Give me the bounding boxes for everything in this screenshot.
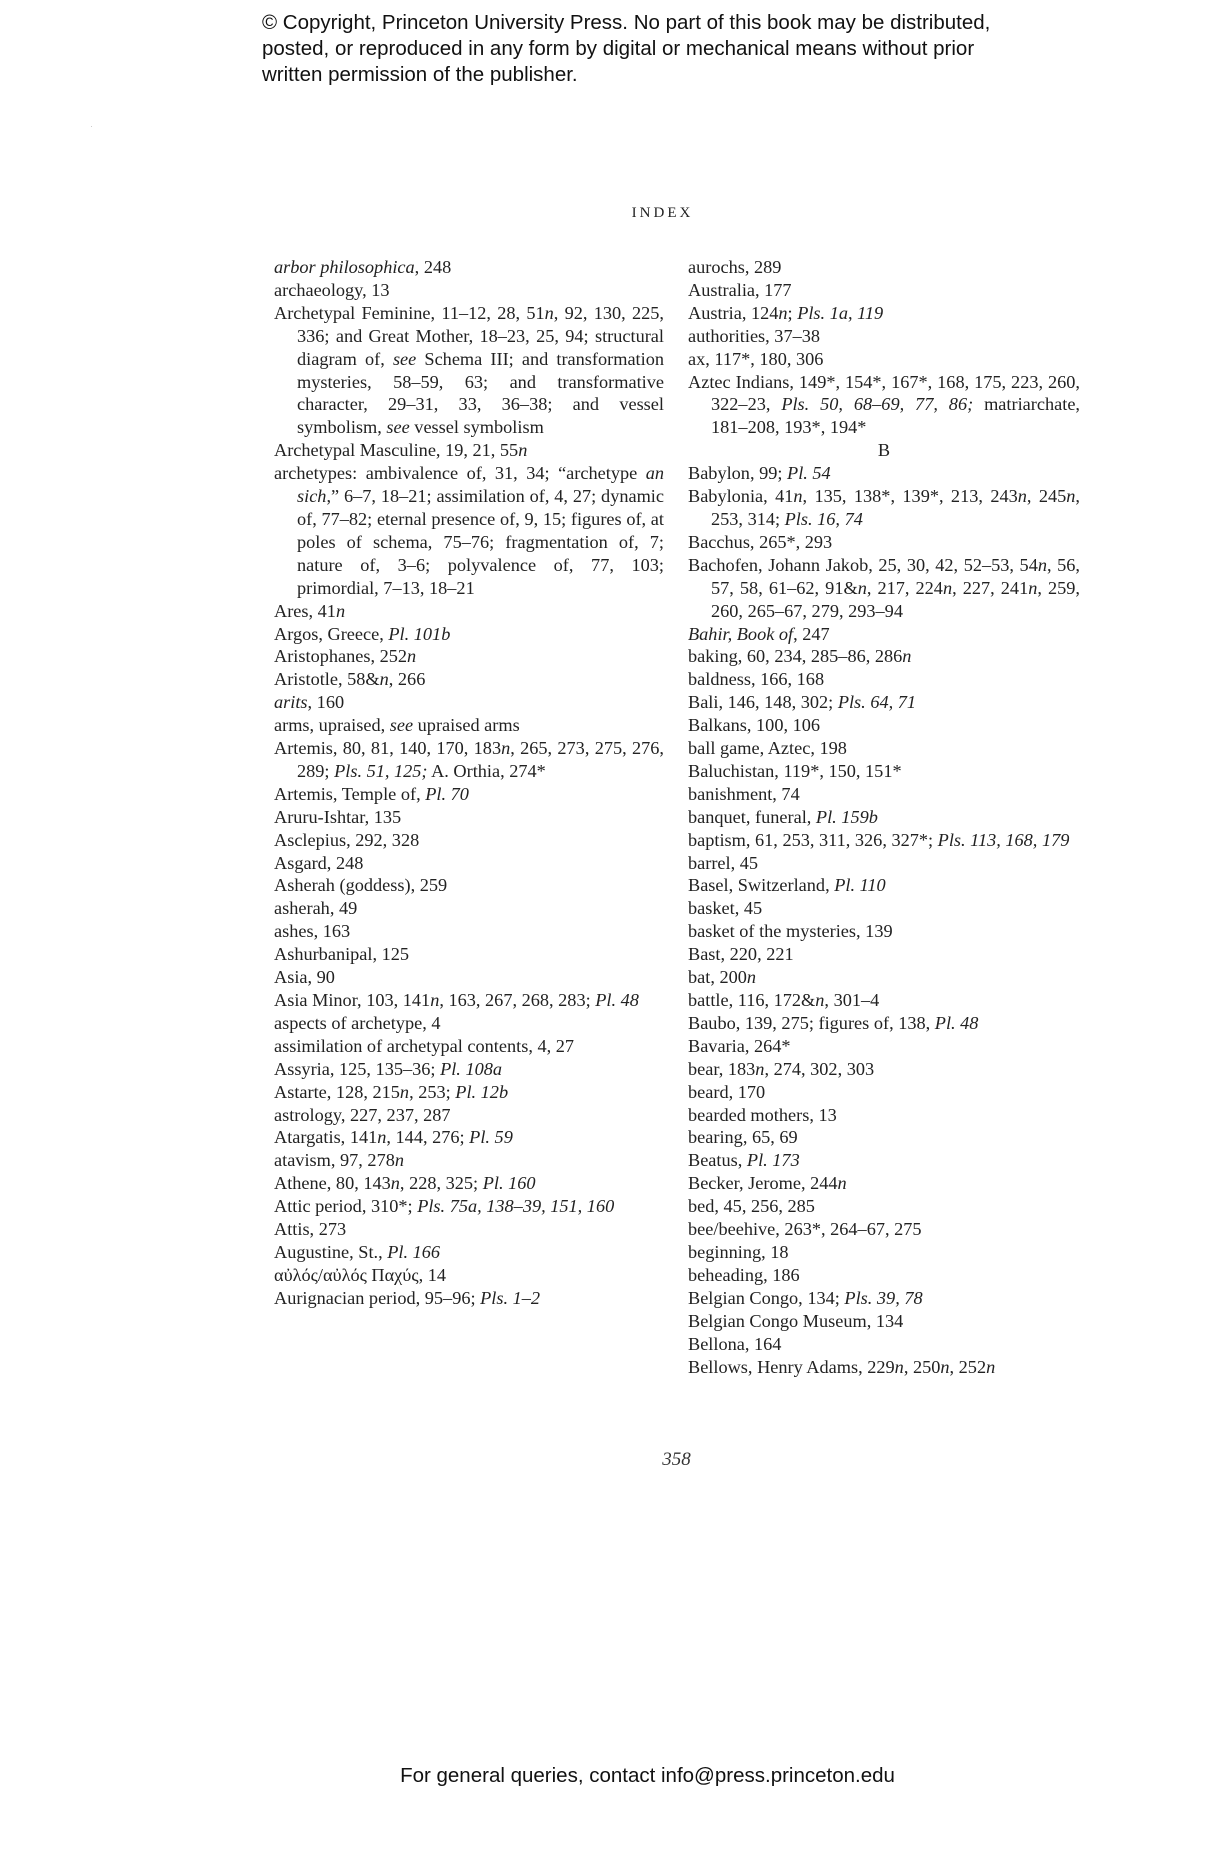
index-column-right: [688, 256, 1080, 1378]
index-entry: Aristotle, 58&n, 266: [274, 669, 426, 690]
index-entry: asherah, 49: [274, 898, 358, 919]
index-entry: arbor philosophica, 248: [274, 257, 452, 277]
index-entry: Asclepius, 292, 328: [274, 829, 420, 850]
index-entry: Belgian Congo, 134; Pls. 39, 78: [688, 1287, 923, 1308]
index-entry: archetypes: ambivalence of, 31, 34; “archetype an sich,” 6–7, 18–21; assimilation of, 4, 27; dynamic of, 77–82; eternal presence of, 9, 15; figures of, at poles of schema, 75–76; fragmentation of, 7; nature of, 3–6; polyvalence of, 77, 103; primordial, 7–13, 18–21: [274, 463, 664, 598]
index-entry: beard, 170: [688, 1081, 766, 1102]
index-entry: Ashurbanipal, 125: [274, 944, 410, 965]
index-entry: battle, 116, 172&n, 301–4: [688, 990, 880, 1010]
index-entry: atavism, 97, 278n: [274, 1150, 404, 1171]
index-entry: Babylonia, 41n, 135, 138*, 139*, 213, 243n, 245n, 253, 314; Pls. 16, 74: [688, 486, 1080, 529]
index-entry: Archetypal Masculine, 19, 21, 55n: [274, 440, 528, 461]
index-entry: Assyria, 125, 135–36; Pl. 108a: [274, 1058, 503, 1079]
index-entry: Basel, Switzerland, Pl. 110: [688, 875, 886, 896]
index-entry: baptism, 61, 253, 311, 326, 327*; Pls. 113, 168, 179: [688, 829, 1070, 850]
index-entry: Attic period, 310*; Pls. 75a, 138–39, 151, 160: [274, 1196, 615, 1217]
index-entry: Atargatis, 141n, 144, 276; Pl. 59: [274, 1127, 513, 1148]
index-entry: Australia, 177: [688, 279, 792, 300]
index-entry: Bachofen, Johann Jakob, 25, 30, 42, 52–53, 54n, 56, 57, 58, 61–62, 91&n, 217, 224n, 227, 241n, 259, 260, 265–67, 279, 293–94: [688, 554, 1080, 621]
index-entry: Beatus, Pl. 173: [688, 1150, 800, 1171]
index-entry: bed, 45, 256, 285: [688, 1196, 815, 1217]
index-entry: Aztec Indians, 149*, 154*, 167*, 168, 175, 223, 260, 322–23, Pls. 50, 68–69, 77, 86; matriarchate, 181–208, 193*, 194*: [688, 371, 1080, 438]
index-entry: ax, 117*, 180, 306: [688, 348, 824, 369]
index-entry: Babylon, 99; Pl. 54: [688, 463, 831, 484]
index-entry: Bahir, Book of, 247: [688, 623, 830, 644]
index-entry: banishment, 74: [688, 783, 800, 804]
index-entry: aspects of archetype, 4: [274, 1012, 441, 1033]
index-entry: Belgian Congo Museum, 134: [688, 1310, 904, 1331]
index-entry: Austria, 124n; Pls. 1a, 119: [688, 302, 884, 323]
index-entry: Baubo, 139, 275; figures of, 138, Pl. 48: [688, 1012, 979, 1033]
section-letter-b: B: [877, 440, 891, 461]
index-entry: Baluchistan, 119*, 150, 151*: [688, 760, 902, 781]
index-entries-b: [688, 462, 1080, 1378]
index-entry: Ares, 41n: [274, 600, 346, 621]
page-number: 358: [662, 1449, 691, 1470]
index-entry: baldness, 166, 168: [688, 669, 825, 690]
scan-speck: [91, 126, 92, 127]
index-entry: Attis, 273: [274, 1219, 347, 1240]
index-entry: Artemis, Temple of, Pl. 70: [274, 783, 469, 804]
index-entry: Balkans, 100, 106: [688, 715, 821, 736]
index-entry: Aruru-Ishtar, 135: [274, 806, 402, 827]
contact-footer: For general queries, contact info@press.princeton.edu: [400, 1764, 895, 1787]
index-entry: Bali, 146, 148, 302; Pls. 64, 71: [688, 692, 917, 713]
index-entry: authorities, 37–38: [688, 325, 821, 346]
page-heading: INDEX: [631, 205, 694, 221]
index-entry: beginning, 18: [688, 1241, 789, 1262]
index-entry: basket, 45: [688, 898, 763, 919]
index-column-left: [274, 256, 664, 1310]
index-entry: aurochs, 289: [688, 257, 782, 277]
index-entry: bat, 200n: [688, 967, 757, 988]
index-entry: Bast, 220, 221: [688, 944, 794, 965]
copyright-notice: © Copyright, Princeton University Press. No part of this book may be distributed, posted, or reproduced in any form by digital or mechanical means without prior written permission of the publisher.: [262, 11, 991, 86]
index-entry: Asia Minor, 103, 141n, 163, 267, 268, 283; Pl. 48: [274, 990, 639, 1010]
index-entry: assimilation of archetypal contents, 4, 27: [274, 1035, 575, 1056]
index-entry: Asherah (goddess), 259: [274, 875, 448, 896]
index-entry: bee/beehive, 263*, 264–67, 275: [688, 1219, 922, 1240]
index-entry: beheading, 186: [688, 1264, 800, 1285]
index-entry: Bavaria, 264*: [688, 1035, 791, 1056]
index-entry: Athene, 80, 143n, 228, 325; Pl. 160: [274, 1173, 536, 1194]
index-entry: Augustine, St., Pl. 166: [274, 1241, 441, 1262]
index-entry: bear, 183n, 274, 302, 303: [688, 1058, 875, 1079]
index-entry: basket of the mysteries, 139: [688, 921, 893, 942]
index-entry: barrel, 45: [688, 852, 759, 873]
index-entry: bearing, 65, 69: [688, 1127, 798, 1148]
index-entry: αὐλός/αὐλός Παχύς, 14: [274, 1264, 447, 1285]
index-entry: baking, 60, 234, 285–86, 286n: [688, 646, 912, 667]
index-entry: Bellona, 164: [688, 1333, 782, 1354]
index-entry: Bellows, Henry Adams, 229n, 250n, 252n: [688, 1356, 996, 1377]
index-entry: Artemis, 80, 81, 140, 170, 183n, 265, 273, 275, 276, 289; Pls. 51, 125; A. Orthia, 274*: [274, 738, 664, 781]
index-entry: Becker, Jerome, 244n: [688, 1173, 847, 1194]
index-entry: bearded mothers, 13: [688, 1104, 837, 1125]
index-entry: ashes, 163: [274, 921, 351, 942]
index-entry: arms, upraised, see upraised arms: [274, 715, 520, 736]
index-entry: astrology, 227, 237, 287: [274, 1104, 451, 1125]
index-entry: Astarte, 128, 215n, 253; Pl. 12b: [274, 1081, 509, 1102]
index-entry: Archetypal Feminine, 11–12, 28, 51n, 92, 130, 225, 336; and Great Mother, 18–23, 25, 94; structural diagram of, see Schema III; and transformation mysteries, 58–59, 63; and transformative character, 29–31, 33, 36–38; and vessel symbolism, see vessel symbolism: [274, 302, 664, 438]
index-entry: Bacchus, 265*, 293: [688, 531, 833, 552]
index-entry: banquet, funeral, Pl. 159b: [688, 806, 878, 827]
index-entry: archaeology, 13: [274, 279, 390, 300]
index-entries-a-continued: [688, 256, 1080, 439]
index-entry: ball game, Aztec, 198: [688, 738, 847, 759]
index-entry: Asia, 90: [274, 967, 335, 988]
index-entry: Aurignacian period, 95–96; Pls. 1–2: [274, 1287, 541, 1308]
index-entry: Asgard, 248: [274, 852, 364, 873]
index-entry: Argos, Greece, Pl. 101b: [274, 623, 451, 644]
index-entry: arits, 160: [274, 692, 345, 713]
index-entry: Aristophanes, 252n: [274, 646, 417, 667]
